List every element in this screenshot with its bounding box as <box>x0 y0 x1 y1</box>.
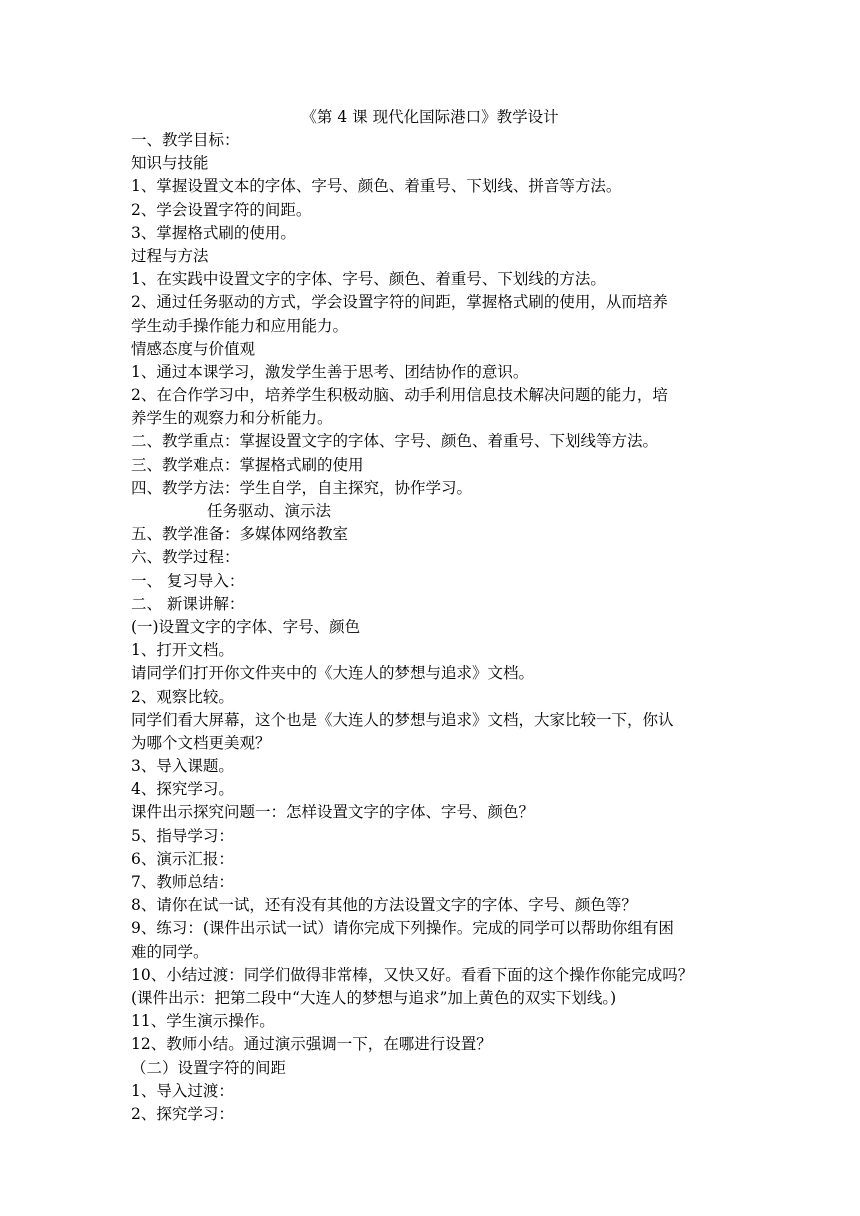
section-heading-objectives: 一、教学目标： <box>131 131 240 149</box>
list-item: 9、练习：(课件出示试一试）请你完成下列操作。完成的同学可以帮助你组有困 <box>131 919 674 938</box>
list-item: 10、小结过渡：同学们做得非常棒，又快又好。看看下面的这个操作你能完成吗？ <box>131 965 694 984</box>
paragraph-line: 课件出示探究问题一：怎样设置文字的字体、字号、颜色？ <box>131 803 535 822</box>
list-item: 3、掌握格式刷的使用。 <box>131 223 296 242</box>
paragraph-line: (课件出示：把第二段中“大连人的梦想与追求”加上黄色的双实下划线。) <box>131 988 617 1007</box>
list-item: 4、探究学习。 <box>131 780 234 799</box>
list-item: 6、演示汇报： <box>131 849 234 868</box>
list-item: 1、掌握设置文本的字体、字号、颜色、着重号、下划线、拼音等方法。 <box>131 177 622 196</box>
section-heading-process: 六、教学过程： <box>131 548 240 567</box>
section-heading-key-points: 二、教学重点：掌握设置文字的字体、字号、颜色、着重号、下划线等方法。 <box>131 432 659 451</box>
list-item: 2、观察比较。 <box>131 687 234 706</box>
paragraph-line: 同学们看大屏幕，这个也是《大连人的梦想与追求》文档，大家比较一下，你认 <box>131 710 674 729</box>
paragraph-line: 请同学们打开你文件夹中的《大连人的梦想与追求》文档。 <box>131 664 535 683</box>
section-heading-difficulties: 三、教学难点：掌握格式刷的使用 <box>131 455 364 474</box>
list-item: 2、学会设置字符的间距。 <box>131 200 312 219</box>
subheading-attitude-values: 情感态度与价值观 <box>131 339 256 358</box>
list-item-continuation: 难的同学。 <box>131 942 209 961</box>
list-item: 2、在合作学习中，培养学生积极动脑、动手利用信息技术解决问题的能力，培 <box>131 386 668 405</box>
list-item: 2、通过任务驱动的方式，学会设置字符的间距，掌握格式刷的使用，从而培养 <box>131 293 668 312</box>
list-item: 8、请你在试一试，还有没有其他的方法设置文字的字体、字号、颜色等？ <box>131 896 637 915</box>
list-item: 3、导入课题。 <box>131 757 234 776</box>
document-title: 《第 4 课 现代化国际港口》教学设计 <box>301 108 559 126</box>
methods-continuation: 任务驱动、演示法 <box>207 502 332 520</box>
section-heading-preparation: 五、教学准备：多媒体网络教室 <box>131 525 349 544</box>
list-item: 1、导入过渡： <box>131 1081 234 1100</box>
process-step: 一、 复习导入： <box>131 571 245 590</box>
list-item: 11、学生演示操作。 <box>131 1012 275 1031</box>
subsection-heading-spacing: （二）设置字符的间距 <box>131 1058 287 1077</box>
list-item-continuation: 养学生的观察力和分析能力。 <box>131 409 333 428</box>
list-item: 12、教师小结。通过演示强调一下，在哪进行设置？ <box>131 1035 492 1054</box>
subheading-knowledge-skills: 知识与技能 <box>131 154 209 173</box>
section-heading-methods: 四、教学方法：学生自学，自主探究，协作学习。 <box>131 478 473 497</box>
document-body <box>131 129 736 1126</box>
list-item: 2、探究学习： <box>131 1104 234 1123</box>
list-item-continuation: 学生动手操作能力和应用能力。 <box>131 316 349 335</box>
process-step: 二、 新课讲解： <box>131 594 245 613</box>
subheading-process-method: 过程与方法 <box>131 246 209 265</box>
paragraph-line: 为哪个文档更美观？ <box>131 733 271 752</box>
list-item: 7、教师总结： <box>131 873 234 891</box>
list-item: 1、在实践中设置文字的字体、字号、颜色、着重号、下划线的方法。 <box>131 270 606 289</box>
list-item: 5、指导学习： <box>131 826 234 845</box>
subsection-heading-font: (一)设置文字的字体、字号、颜色 <box>131 617 361 636</box>
list-item: 1、打开文档。 <box>131 641 234 660</box>
list-item: 1、通过本课学习，激发学生善于思考、团结协作的意识。 <box>131 362 529 381</box>
